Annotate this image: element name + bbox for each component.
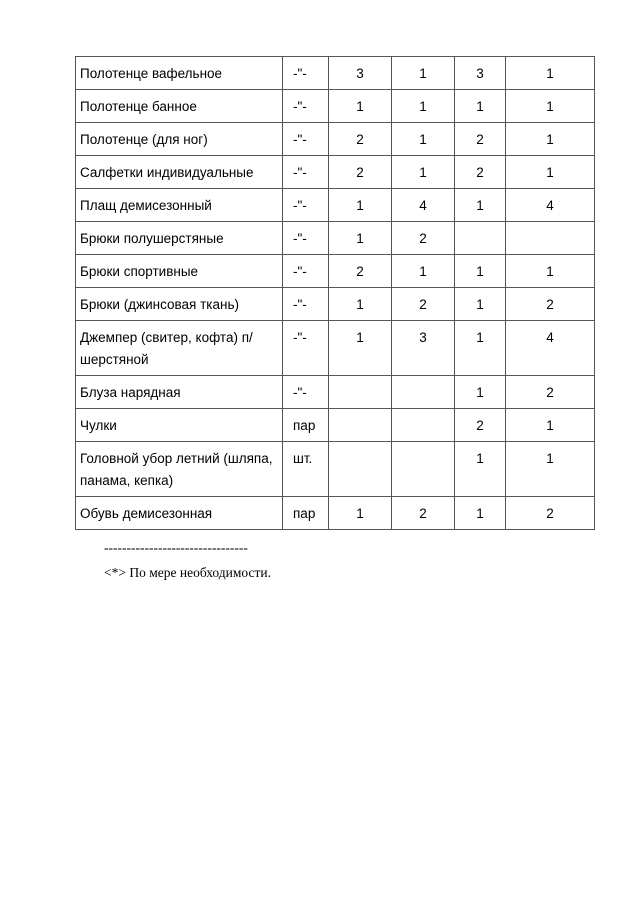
quantity-cell-3: 1: [455, 442, 506, 497]
quantity-cell-2: 1: [392, 156, 455, 189]
quantity-cell-4: 1: [506, 90, 595, 123]
item-name-cell: Брюки спортивные: [76, 255, 283, 288]
quantity-cell-4: [506, 222, 595, 255]
quantity-cell-1: 1: [329, 222, 392, 255]
table-row: [76, 321, 595, 376]
quantity-cell-3: 2: [455, 123, 506, 156]
table-row: [76, 255, 595, 288]
quantity-cell-2: [392, 376, 455, 409]
quantity-cell-3: 2: [455, 156, 506, 189]
table-row: [76, 222, 595, 255]
table-body: [76, 57, 595, 530]
table-row: [76, 376, 595, 409]
quantity-cell-2: 4: [392, 189, 455, 222]
quantity-cell-1: 1: [329, 288, 392, 321]
unit-cell: -"-: [283, 57, 329, 90]
unit-cell: пар: [283, 497, 329, 530]
item-name-cell: Джемпер (свитер, кофта) п/шерстяной: [76, 321, 283, 376]
quantity-cell-4: 1: [506, 57, 595, 90]
quantity-cell-2: 2: [392, 222, 455, 255]
item-name-cell: Головной убор летний (шляпа, панама, кепка): [76, 442, 283, 497]
quantity-cell-4: 1: [506, 409, 595, 442]
unit-cell: -"-: [283, 321, 329, 376]
quantity-cell-4: 1: [506, 123, 595, 156]
table-row: [76, 442, 595, 497]
quantity-cell-3: 1: [455, 90, 506, 123]
quantity-cell-1: 1: [329, 321, 392, 376]
table-row: [76, 189, 595, 222]
quantity-cell-1: 3: [329, 57, 392, 90]
quantity-cell-1: [329, 409, 392, 442]
table-row: [76, 288, 595, 321]
quantity-cell-3: 3: [455, 57, 506, 90]
quantity-cell-2: 2: [392, 497, 455, 530]
unit-cell: шт.: [283, 442, 329, 497]
quantity-cell-1: 1: [329, 189, 392, 222]
item-name-cell: Блуза нарядная: [76, 376, 283, 409]
unit-cell: -"-: [283, 189, 329, 222]
table-row: [76, 156, 595, 189]
unit-cell: -"-: [283, 156, 329, 189]
quantity-cell-1: 2: [329, 156, 392, 189]
quantity-cell-2: 3: [392, 321, 455, 376]
quantity-cell-2: 2: [392, 288, 455, 321]
quantity-cell-3: 1: [455, 255, 506, 288]
item-name-cell: Полотенце банное: [76, 90, 283, 123]
quantity-cell-3: 2: [455, 409, 506, 442]
quantity-cell-3: 1: [455, 288, 506, 321]
quantity-cell-3: [455, 222, 506, 255]
quantity-cell-1: 2: [329, 255, 392, 288]
item-name-cell: Плащ демисезонный: [76, 189, 283, 222]
unit-cell: -"-: [283, 376, 329, 409]
footnote-separator: --------------------------------: [104, 540, 248, 555]
quantity-cell-2: 1: [392, 123, 455, 156]
quantity-cell-2: [392, 409, 455, 442]
quantity-cell-1: 1: [329, 497, 392, 530]
quantity-cell-1: 2: [329, 123, 392, 156]
table-row: [76, 123, 595, 156]
unit-cell: -"-: [283, 288, 329, 321]
quantity-cell-4: 1: [506, 442, 595, 497]
unit-cell: -"-: [283, 123, 329, 156]
quantity-cell-2: [392, 442, 455, 497]
unit-cell: пар: [283, 409, 329, 442]
item-name-cell: Полотенце вафельное: [76, 57, 283, 90]
quantity-cell-4: 4: [506, 189, 595, 222]
table-row: [76, 497, 595, 530]
unit-cell: -"-: [283, 90, 329, 123]
item-name-cell: Брюки полушерстяные: [76, 222, 283, 255]
quantity-cell-3: 1: [455, 497, 506, 530]
quantity-cell-1: [329, 376, 392, 409]
quantity-cell-2: 1: [392, 90, 455, 123]
unit-cell: -"-: [283, 222, 329, 255]
quantity-cell-4: 2: [506, 288, 595, 321]
quantity-cell-4: 1: [506, 255, 595, 288]
quantity-cell-4: 1: [506, 156, 595, 189]
quantity-cell-4: 2: [506, 376, 595, 409]
quantity-cell-4: 4: [506, 321, 595, 376]
supply-norms-table: [75, 56, 595, 530]
quantity-cell-3: 1: [455, 321, 506, 376]
item-name-cell: Брюки (джинсовая ткань): [76, 288, 283, 321]
unit-cell: -"-: [283, 255, 329, 288]
quantity-cell-4: 2: [506, 497, 595, 530]
item-name-cell: Салфетки индивидуальные: [76, 156, 283, 189]
quantity-cell-1: 1: [329, 90, 392, 123]
quantity-cell-1: [329, 442, 392, 497]
quantity-cell-2: 1: [392, 57, 455, 90]
table-row: [76, 90, 595, 123]
quantity-cell-3: 1: [455, 376, 506, 409]
item-name-cell: Полотенце (для ног): [76, 123, 283, 156]
table-row: [76, 57, 595, 90]
quantity-cell-2: 1: [392, 255, 455, 288]
item-name-cell: Обувь демисезонная: [76, 497, 283, 530]
item-name-cell: Чулки: [76, 409, 283, 442]
quantity-cell-3: 1: [455, 189, 506, 222]
footnote-text: <*> По мере необходимости.: [104, 565, 272, 580]
table-row: [76, 409, 595, 442]
